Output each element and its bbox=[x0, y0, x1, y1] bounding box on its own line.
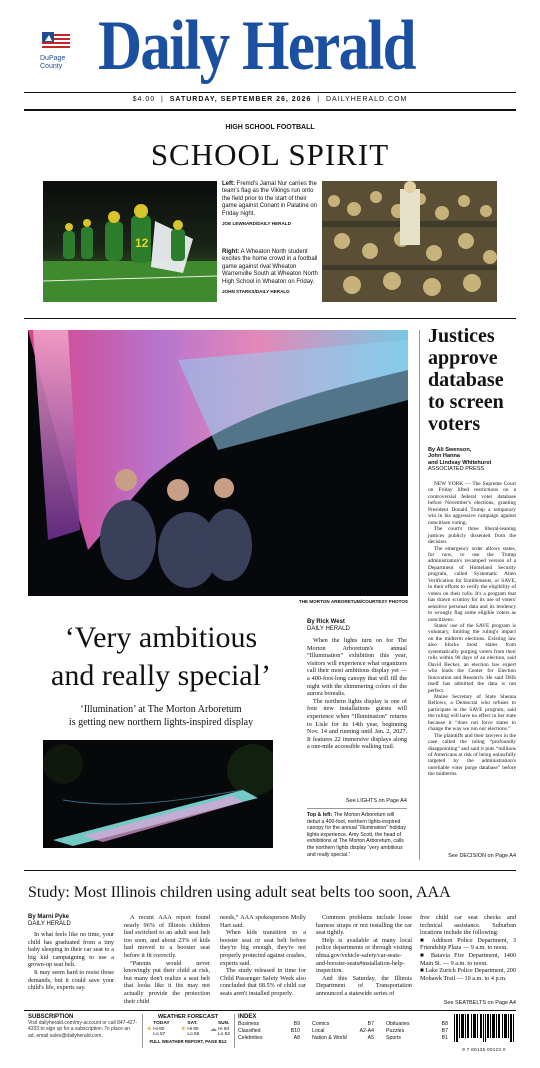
arboretum-body: When the lights turn on for The Morton Arboretum's annual “Illumination” exhibition this year, visitors will experience what organizers call their most ambitious display yet — a 400-foot-long canopy that will fill the night with the shimmering colors of the aurora borealis. The northern lights display is one of four new installations guests will experience when “Illumination” returns to Lisle for its 14th year, beginning Nov. 14 and running until Jan. 2, 2027. It features 22 immersive displays along a one-mile accessible walking trail. bbox=[307, 637, 407, 751]
study-headline[interactable]: Study: Most Illinois children using adult seat belts too soon, AAA bbox=[28, 884, 451, 901]
weather-today: ☀ TODAY Hi 80 Lo 57 bbox=[146, 1021, 170, 1038]
index-puzzles[interactable]: Puzzles B7 bbox=[386, 1027, 448, 1034]
county-label: DuPage County bbox=[40, 55, 66, 70]
study-jump[interactable]: See SEATBELTS on Page A4 bbox=[443, 1000, 516, 1006]
barcode: 9 7 80135 00123 0 bbox=[452, 1014, 516, 1050]
partly-cloudy-icon: ☁ bbox=[209, 1025, 217, 1033]
justices-jump[interactable]: See DECISION on Page A4 bbox=[448, 853, 516, 859]
index-business[interactable]: Business B9 bbox=[238, 1021, 300, 1027]
arboretum-byline: By Rick West DAILY HERALD bbox=[307, 619, 350, 632]
study-col-4: Common problems include loose harness straps or not installing the car seat tightly. Help is available at many local police departments or through visiting nhtsa.gov/vehicle-safety/car-seats-and-booster-seats#installation-help-inspection. And this Saturday, the Illinois Department of Transportation announced a statewide series of bbox=[316, 914, 412, 997]
dateline: $4.00 | SATURDAY, SEPTEMBER 26, 2026 | DAILYHERALD.COM bbox=[132, 96, 408, 103]
subscription-text[interactable]: Visit dailyherald.com/my-account or call 847-427-4333 to sign up for a subscription. To place an ad, email sales@dailyherald.com. bbox=[28, 1020, 138, 1039]
index-comics[interactable]: Comics B7 bbox=[312, 1021, 374, 1027]
justices-body: NEW YORK — The Supreme Court on Friday lifted restrictions on a controversial federal voter database before November's elections, granting President Donald Trump a temporary win in his aggressive campaign against noncitizen voting. The court's three liberal-leaning justices publicly dissented from the decision. The emergency order allows states, for now, to use the Trump administration's revamped version of a Department of Homeland Security program, called Systematic Alien Verification for Entitlements, or SAVE, in their efforts to verify the eligibility of voters on their rolls. It's a program that has drawn scrutiny for its use of voters' sensitive personal data and its tendency to wrongly flag some eligible voters as noncitizens. States' use of the SAVE program is voluntary, limiting the ruling's impact on the midterm elections. Existing law also blocks most states from systematically purging voters from their rolls within 90 days of an election, said David Becker, an election law expert who leads the Center for Election Innovation and Research. He said DHS itself has admitted the data is not perfect. Maine Secretary of State Shenna Bellows, a Democrat who refuses to participate in the SAVE program, said the ruling will have no effect in her state because it “does not force states to change the way we run our elections.” The plaintiffs and their lawyers in the case called the ruling “profoundly disappointing” and said it puts “millions of Americans at risk of being unlawfully targeted by the administration's unreliable voter purge database” before the midterms. bbox=[428, 481, 516, 778]
study-col-5: free child car seat checks and technical assistance. Suburban locations include the following: ■ Addison Police Department, 3 Friendship Plaza — 9 a.m. to noon. ■ Batavia Fire Department, 1400 Main St. — 9 a.m. to noon. ■ Lake Zurich Police Department, 200 Mohawk Trail — 10 a.m. to 4 p.m. bbox=[420, 914, 516, 982]
site-link[interactable]: DAILYHERALD.COM bbox=[325, 96, 408, 103]
index-box: INDEX Business B9 Comics B7 Obituaries B8 Classified B10 Local A2-A4 Puzzles B7 Celebrities A8 Nation & World A5 Sports B1 bbox=[238, 1014, 448, 1041]
aurora-trail-photo[interactable] bbox=[43, 740, 273, 848]
index-celebrities[interactable]: Celebrities A8 bbox=[238, 1034, 300, 1041]
sun-icon: ☀ bbox=[146, 1025, 153, 1033]
weather-box: WEATHER FORECAST ☀ TODAY Hi 80 Lo 57 ☀ SAT. Hi 80 Lo 55 ☁ SUN. Hi 84 Lo 63 FULL WEATHER REPORT, PAGE B12 bbox=[146, 1014, 230, 1044]
study-col-2: A recent AAA report found nearly 96% of Illinois children had switched to an adult seat belt too soon, and about 23% of kids had moved to a booster seat before it fit correctly. “Parents would never knowingly put their child at risk, but many don't realize a seat belt that looks like it fits may not actually provide the protection their child bbox=[124, 914, 210, 1005]
arboretum-caption: Top & left: The Morton Arboretum will debut a 400-foot, northern lights-inspired canopy for the annual “Illumination” holiday lights experience. Amy Scott, the head of exhibitions at The Morton Arboretum, calls the northern lights display “very ambitious and really special.” bbox=[307, 812, 406, 858]
arboretum-deck: ‘Illumination’ at The Morton Arboretum is getting new northern lights-inspired display bbox=[68, 704, 254, 728]
spirit-credit-left: JOE LEWNARD/DAILY HERALD bbox=[222, 221, 291, 227]
justices-byline: By Ali Swenson, John Hanna and Lindsay Whitehurst ASSOCIATED PRESS bbox=[428, 447, 492, 473]
weather-note[interactable]: FULL WEATHER REPORT, PAGE B12 bbox=[149, 1038, 227, 1044]
spirit-credit-right: JOHN STARKS/DAILY HERALD bbox=[222, 289, 290, 295]
spirit-caption-right: Right: A Wheaton North student excites the home crowd in a football game against rival Wheaton Warrenville South at Wheaton North High School in Wheaton on Friday. JOHN STARKS/DAILY HERALD bbox=[222, 249, 318, 295]
weather-sun: ☁ SUN. Hi 84 Lo 63 bbox=[209, 1021, 230, 1038]
justices-headline[interactable]: Justices approve database to screen voters bbox=[428, 325, 504, 435]
study-col-1: In what feels like no time, your child has graduated from a tiny baby sleeping in their car seat to a big kid campaigning to use a grown-up seat belt. It may seem hard to resist those demands, but it could save your child's life, experts say. bbox=[28, 931, 114, 992]
index-local[interactable]: Local A2-A4 bbox=[312, 1027, 374, 1034]
spirit-kicker: HIGH SCHOOL FOOTBALL bbox=[225, 124, 315, 131]
subscription-box: SUBSCRIPTION Visit dailyherald.com/my-account or call 847-427-4333 to sign up for a subscription. To place an ad, email sales@dailyherald.com. bbox=[28, 1014, 138, 1039]
spirit-headline[interactable]: SCHOOL SPIRIT bbox=[150, 137, 390, 172]
study-col-3: needs,” AAA spokesperson Molly Hart said. When kids transition to a booster seat or seat belt before they're big enough, they're not properly protected against crashes, experts said. The study released in time for Child Passenger Safety Week also concluded that 68.5% of child car seats aren't installed properly. bbox=[220, 914, 306, 997]
index-classified[interactable]: Classified B10 bbox=[238, 1027, 300, 1034]
index-nation-world[interactable]: Nation & World A5 bbox=[312, 1034, 374, 1041]
crowd-photo[interactable] bbox=[322, 181, 497, 302]
football-field-photo[interactable] bbox=[43, 181, 217, 302]
dupage-county-flag-icon bbox=[42, 32, 70, 52]
index-obituaries[interactable]: Obituaries B8 bbox=[386, 1021, 448, 1027]
sun-icon: ☀ bbox=[180, 1025, 187, 1033]
aurora-photo-credit: THE MORTON ARBORETUM/COURTESY PHOTOS bbox=[298, 599, 408, 604]
arboretum-headline[interactable]: ‘Very ambitious and really special’ bbox=[51, 621, 271, 692]
spirit-caption-left: Left: Fremd's Jamal Nur carries the team's flag as the Vikings run onto the field prior to the start of their game against Conant in Palatine on Friday night. JOE LEWNARD/DAILY HERALD bbox=[222, 181, 318, 227]
arboretum-jump[interactable]: See LIGHTS on Page A4 bbox=[345, 798, 407, 804]
svg-text:12: 12 bbox=[135, 236, 149, 250]
weather-sat: ☀ SAT. Hi 80 Lo 55 bbox=[180, 1021, 200, 1038]
study-byline: By Marni Pyke DAILY HERALD bbox=[28, 914, 71, 927]
index-sports[interactable]: Sports B1 bbox=[386, 1034, 448, 1041]
aurora-canopy-photo[interactable] bbox=[28, 330, 408, 596]
masthead-logo[interactable]: Daily Herald bbox=[98, 7, 415, 85]
